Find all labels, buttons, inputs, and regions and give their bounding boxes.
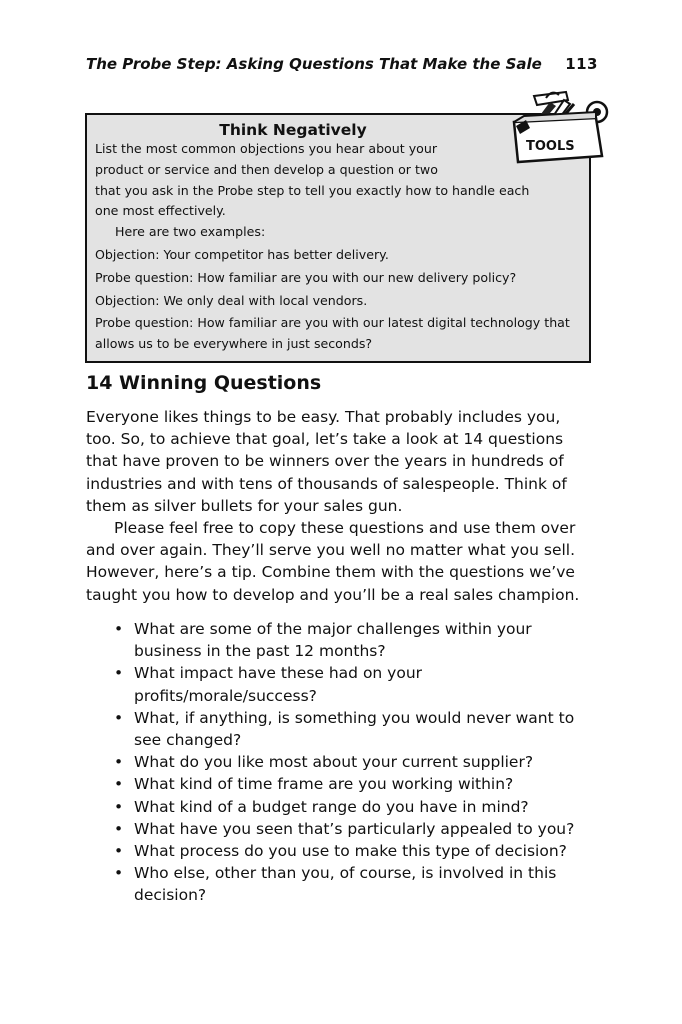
list-item [112, 707, 594, 751]
list-item-text: What do you like most about your current supplier? [134, 753, 534, 772]
bullet-dot: • [114, 797, 124, 816]
list-item-text: What kind of time frame are you working within? [134, 775, 514, 794]
bullet-dot: • [114, 775, 124, 794]
running-head [86, 55, 598, 73]
list-item-text: What have you seen that’s particularly appealed to you? [134, 819, 575, 838]
list-item-text: What are some of the major challenges within your business in the past 12 months? [134, 620, 532, 661]
bullet-dot: • [114, 708, 124, 727]
list-item-text: What, if anything, is something you would never want to see changed? [134, 708, 575, 750]
list-item-text: What process do you use to make this type of decision? [134, 842, 567, 861]
section-heading: 14 Winning Questions [86, 372, 322, 394]
running-head-title: The Probe Step: Asking Questions That Make the Sale [86, 55, 542, 73]
bullet-dot: • [114, 842, 124, 861]
bullet-dot: • [114, 620, 124, 638]
bullet-dot: • [114, 864, 124, 883]
tip-box-probe: Probe question: How familiar are you with our latest digital technology that allows us to be everywhere in just seconds? [95, 315, 570, 352]
list-item-text: What kind of a budget range do you have in mind? [134, 797, 529, 816]
tip-box-line: that you ask in the Probe step to tell you exactly how to handle each [95, 182, 530, 198]
page-number: 113 [565, 55, 598, 73]
list-item [112, 840, 594, 862]
tip-box-objection: Objection: Your competitor has better delivery. [95, 246, 389, 262]
toolbox-icon [504, 90, 616, 166]
tip-box-line: one most effectively. [95, 203, 226, 219]
bullet-dot: • [114, 819, 124, 838]
list-item [112, 751, 594, 773]
tip-box-title: Think Negatively [219, 121, 367, 139]
list-item-text: Who else, other than you, of course, is involved in this decision? [134, 864, 557, 905]
bullet-dot: • [114, 753, 124, 772]
body-paragraph: Everyone likes things to be easy. That probably includes you, too. So, to achieve that goal, let’s take a look at 14 questions that have proven to be winners over the years in hundreds of industries and with tens of thousands of salespeople. Think of them as silver bullets for your sales gun. [86, 408, 567, 515]
body-text [86, 406, 591, 606]
body-paragraph: Please feel free to copy these questions and use them over and over again. They’ll serve you well no matter what you sell. However, here’s a tip. Combine them with the questions we’ve taught you how to develop and you’ll be a real sales champion. [86, 519, 580, 604]
tip-box-objection: Objection: We only deal with local vendors. [95, 292, 368, 308]
tip-box-line: List the most common objections you hear about your [95, 141, 438, 156]
list-item-text: What impact have these had on your profits/morale/success? [134, 664, 423, 705]
toolbox-label: TOOLS [526, 139, 575, 154]
list-item [112, 818, 594, 840]
list-item [112, 796, 594, 818]
list-item [112, 662, 594, 706]
question-list [112, 618, 594, 907]
list-item [112, 862, 594, 906]
list-item [112, 618, 594, 662]
tip-box-line: product or service and then develop a question or two [95, 161, 438, 177]
bullet-dot: • [114, 664, 124, 683]
tip-box-examples-intro: Here are two examples: [115, 224, 266, 240]
list-item [112, 773, 594, 795]
tip-box-probe: Probe question: How familiar are you with our new delivery policy? [95, 269, 517, 285]
